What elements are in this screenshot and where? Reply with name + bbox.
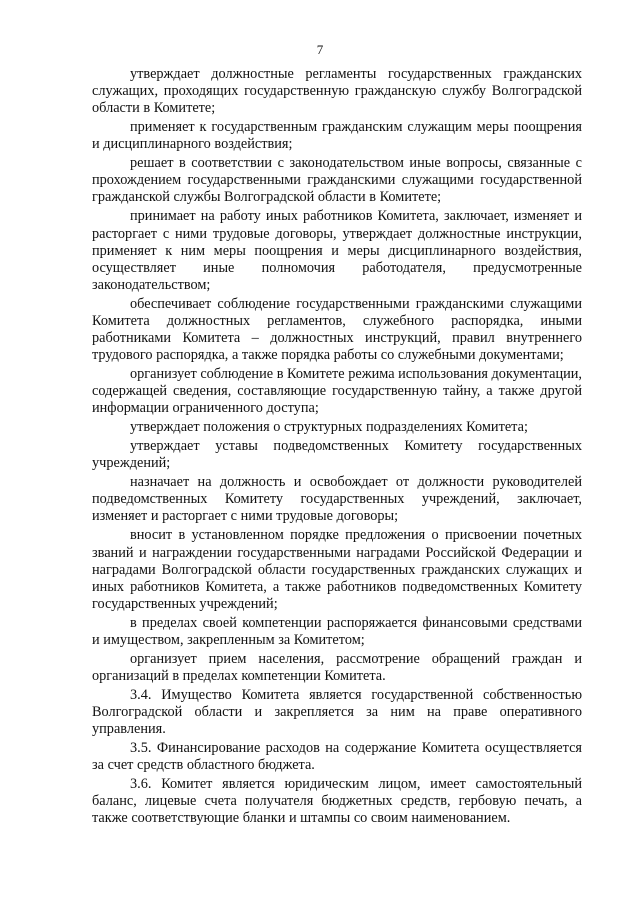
paragraph: принимает на работу иных работников Комитета, заключает, изменяет и расторгает с ними трудовые договоры, утверждает должностные инструкции, применяет к ним меры поощрения и меры дисциплинарного воздействия, осуществляет иные полномочия работодателя, предусмотренные законодательством; xyxy=(92,208,582,293)
paragraph: в пределах своей компетенции распоряжается финансовыми средствами и имуществом, закрепленным за Комитетом; xyxy=(92,614,582,648)
paragraph: обеспечивает соблюдение государственными гражданскими служащими Комитета должностных регламентов, служебного распорядка, иными работниками Комитета – должностных инструкций, правил внутреннего трудового распорядка, а также порядка работы со служебными документами; xyxy=(92,295,582,364)
paragraph: 3.5. Финансирование расходов на содержание Комитета осуществляется за счет средств областного бюджета. xyxy=(92,740,582,774)
paragraph: организует соблюдение в Комитете режима использования документации, содержащей сведения, составляющие государственную тайну, а также другой информации ограниченного доступа; xyxy=(92,366,582,417)
document-body xyxy=(92,66,582,828)
paragraph: утверждает уставы подведомственных Комитету государственных учреждений; xyxy=(92,438,582,472)
paragraph: назначает на должность и освобождает от должности руководителей подведомственных Комитету государственных учреждений, заключает, изменяет и расторгает с ними трудовые договоры; xyxy=(92,474,582,525)
paragraph: утверждает должностные регламенты государственных гражданских служащих, проходящих государственную гражданскую службу Волгоградской области в Комитете; xyxy=(92,66,582,117)
paragraph: вносит в установленном порядке предложения о присвоении почетных званий и награждении государственными наградами Российской Федерации и наградами Волгоградской области государственных гражданских служащих и иных работников Комитета, а также работников подведомственных Комитету государственных учреждений; xyxy=(92,527,582,612)
paragraph: применяет к государственным гражданским служащим меры поощрения и дисциплинарного воздействия; xyxy=(92,119,582,153)
paragraph: решает в соответствии с законодательством иные вопросы, связанные с прохождением государственными гражданскими служащими государственной гражданской службы Волгоградской области в Комитете; xyxy=(92,155,582,206)
paragraph: 3.4. Имущество Комитета является государственной собственностью Волгоградской области и закрепляется за ним на праве оперативного управления. xyxy=(92,686,582,738)
paragraph: организует прием населения, рассмотрение обращений граждан и организаций в пределах компетенции Комитета. xyxy=(92,650,582,684)
paragraph: 3.6. Комитет является юридическим лицом, имеет самостоятельный баланс, лицевые счета получателя бюджетных средств, гербовую печать, а также соответствующие бланки и штампы со своим наименованием. xyxy=(92,776,582,827)
paragraph: утверждает положения о структурных подразделениях Комитета; xyxy=(130,419,528,436)
page-number: 7 xyxy=(316,42,324,57)
